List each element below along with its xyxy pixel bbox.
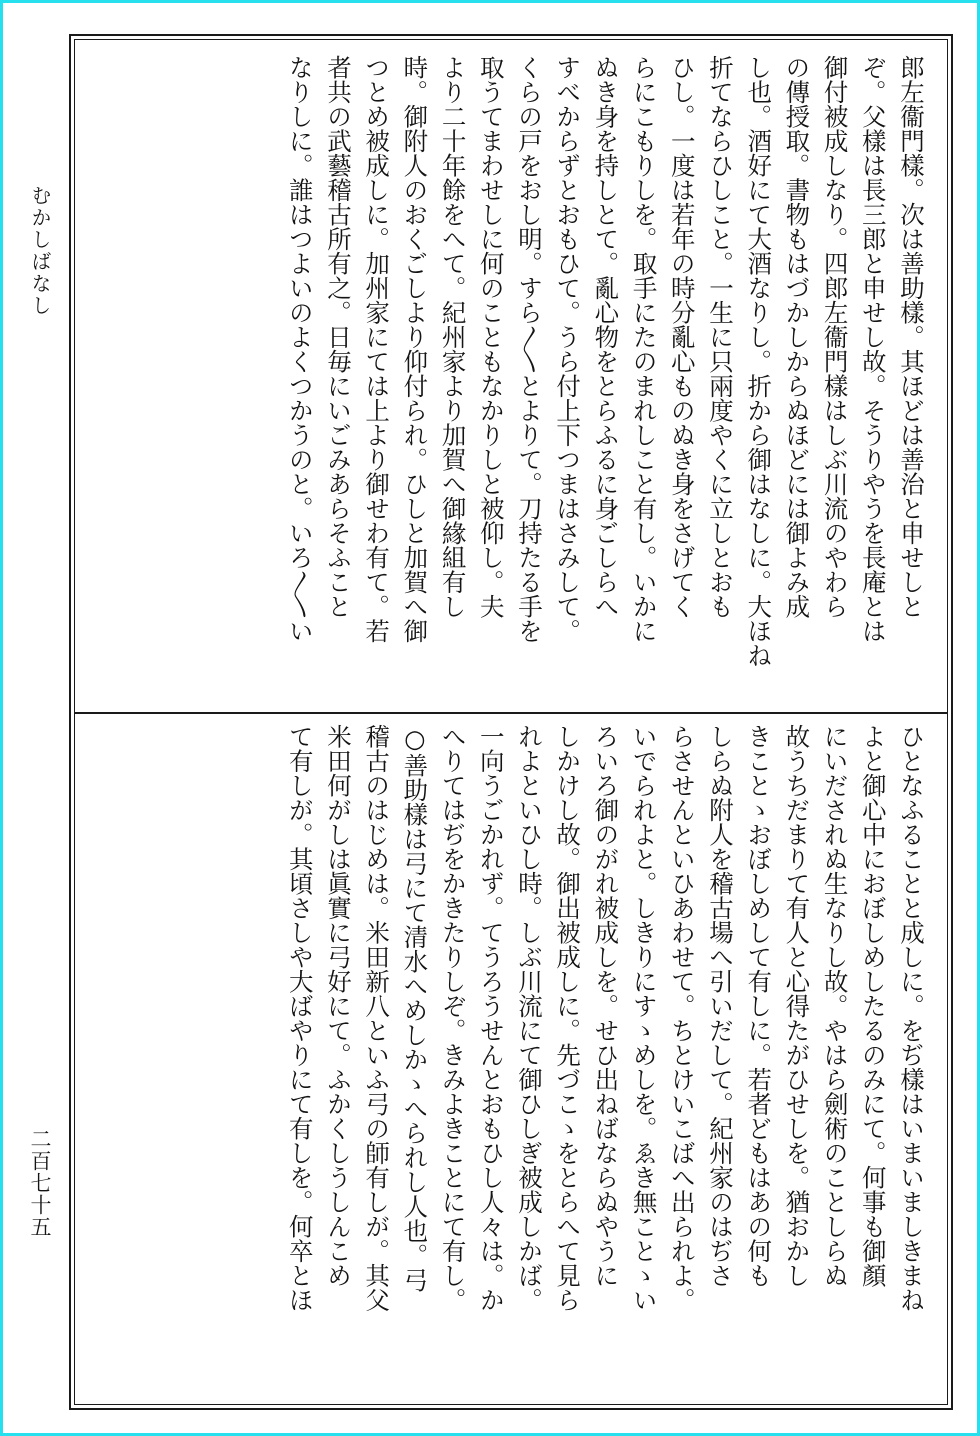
upper-text-block bbox=[90, 55, 930, 703]
text-line: すべからずとおもひて。うら付上下つまはさみして。 bbox=[553, 55, 583, 643]
text-line: 一向うごかれず。てうろうせんとおもひし人々は。か bbox=[476, 724, 506, 1312]
text-line: 郎左衞門樣。次は善助樣。其ほどは善治と申せしと bbox=[897, 55, 926, 619]
text-line: ひとなふることと成しに。をぢ樣はいまいましきまね bbox=[897, 724, 926, 1312]
text-line: なりしに。誰はつよいのよくつかうのと。いろ〳〵い bbox=[285, 55, 315, 643]
text-line: くらの戸をおし明。すら〳〵とよりて。刀持たる手を bbox=[514, 55, 544, 643]
page-number: 二百七十五 bbox=[28, 1128, 52, 1238]
text-line: 時。御附人のおくごしより仰付られ。ひしと加賀へ御 bbox=[400, 55, 430, 643]
text-line: 故うちだまりて有人と心得たがひせしを。猶おかし bbox=[782, 724, 812, 1288]
text-line: へりてはぢをかきたりしぞ。きみよきことにて有し。 bbox=[438, 724, 468, 1312]
text-line: ろいろ御のがれ被成しを。せひ出ねばならぬやうに bbox=[591, 724, 621, 1288]
text-line: 稽古のはじめは。米田新八といふ弓の師有しが。其父 bbox=[362, 724, 392, 1312]
text-line: て有しが。其頃さしや大ばやりにて有しを。何卒とほ bbox=[285, 724, 315, 1312]
text-line: れよといひし時。しぶ川流にて御ひしぎ被成しかば。 bbox=[514, 724, 544, 1312]
text-line: ぞ。父樣は長三郎と申せし故。そうりやうを長庵とは bbox=[858, 55, 888, 643]
text-line: しかけし故。御出被成しに。先づこゝをとらへて見ら bbox=[553, 724, 583, 1312]
text-line: いでられよと。しきりにすゝめしを。ゑき無ことゝい bbox=[629, 724, 659, 1312]
text-line: よと御心中におぼしめしたるのみにて。何事も御顏 bbox=[858, 724, 888, 1288]
text-line: つとめ被成しに。加州家にては上より御せわ有て。若 bbox=[362, 55, 392, 643]
text-line: らさせんといひあわせて。ちとけいこばへ出られよ。 bbox=[667, 724, 697, 1312]
text-line: し也。酒好にて大酒なりし。折から御はなしに。大ほね bbox=[744, 55, 774, 668]
text-line: ○善助樣は弓にて清水へめしかゝへられし人也。弓 bbox=[400, 724, 430, 1292]
text-line: ひし。一度は若年の時分亂心ものぬき身をさげてく bbox=[667, 55, 697, 619]
text-line: きことゝおぼしめして有しに。若者どもはあの何も bbox=[744, 724, 774, 1288]
text-line: しらぬ附人を稽古場へ引いだして。紀州家のはぢさ bbox=[705, 724, 735, 1288]
running-head: むかしばなし bbox=[28, 185, 52, 317]
lower-text-block bbox=[90, 724, 930, 1390]
register-divider bbox=[74, 712, 948, 714]
text-line: 折てならひしこと。一生に只兩度やくに立しとおも bbox=[705, 55, 735, 619]
text-line: 米田何がしは眞實に弓好にて。ふかくしうしんこめ bbox=[323, 724, 353, 1288]
text-line: ぬき身を持しとて。亂心物をとらふるに身ごしらへ bbox=[591, 55, 621, 619]
text-line: らにこもりしを。取手にたのまれしこと有し。いかに bbox=[629, 55, 659, 643]
text-line: 者共の武藝稽古所有之。日毎にいごみあらそふこと bbox=[323, 55, 353, 619]
text-line: 取うてまわせしに何のこともなかりしと被仰し。夫 bbox=[476, 55, 506, 619]
text-line: にいだされぬ生なりし故。やはら劍術のことしらぬ bbox=[820, 724, 850, 1288]
text-line: 御付被成しなり。四郎左衞門樣はしぶ川流のやわら bbox=[820, 55, 850, 619]
text-line: より二十年餘をへて。紀州家より加賀へ御緣組有し bbox=[438, 55, 468, 619]
text-line: の傳授取。書物もはづかしからぬほどには御よみ成 bbox=[782, 55, 812, 619]
